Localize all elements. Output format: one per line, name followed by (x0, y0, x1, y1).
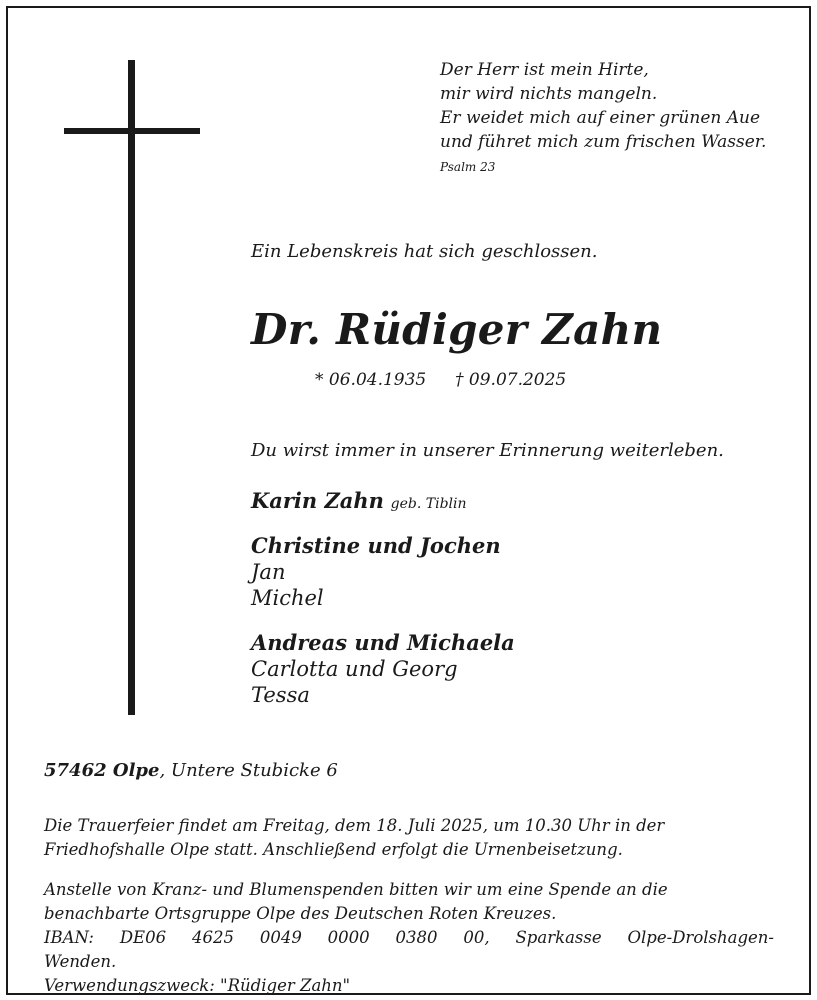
deceased-name: Dr. Rüdiger Zahn (251, 305, 663, 354)
memory-line: Du wirst immer in unserer Erinnerung weiterleben. (251, 440, 724, 461)
donation-iban: IBAN: DE06 4625 0049 0000 0380 00, Sparkasse Olpe-Drolshagen-Wenden. (44, 928, 774, 971)
donation-block (44, 878, 774, 998)
donation-purpose: Verwendungszweck: "Rüdiger Zahn" (44, 976, 351, 995)
address-street: , Untere Stubicke 6 (159, 760, 338, 781)
psalm-reference: Psalm 23 (440, 160, 496, 174)
donation-text: Anstelle von Kranz- und Blumenspenden bitten wir um eine Spende an die benachbarte Ortsgruppe Olpe des Deutschen Roten Kreuzes. (44, 880, 668, 923)
address (44, 760, 338, 781)
intro-text: Ein Lebenskreis hat sich geschlossen. (251, 241, 598, 262)
family-child: Jan (251, 560, 286, 584)
psalm-line: und führet mich zum frischen Wasser. (440, 132, 767, 152)
cross-icon-bar (64, 128, 200, 134)
family-parents: Christine und Jochen (251, 533, 501, 558)
address-city: 57462 Olpe (44, 760, 160, 781)
mourner-family-2 (251, 630, 515, 708)
family-child: Carlotta und Georg (251, 657, 458, 681)
family-child: Michel (251, 586, 324, 610)
spouse-name: Karin Zahn (251, 488, 384, 513)
family-parents: Andreas und Michaela (251, 630, 515, 655)
mourner-family-1 (251, 533, 501, 611)
psalm-line: Der Herr ist mein Hirte, (440, 60, 649, 80)
death-date: † 09.07.2025 (455, 370, 567, 390)
psalm-line: mir wird nichts mangeln. (440, 84, 658, 104)
family-child: Tessa (251, 683, 310, 707)
cross-icon (128, 60, 135, 715)
psalm-quote (440, 58, 766, 176)
ceremony-text: Die Trauerfeier findet am Freitag, dem 18. Juli 2025, um 10.30 Uhr in der Friedhofshalle Olpe statt. Anschließend erfolgt die Urnenbeisetzung. (44, 816, 665, 859)
mourner-spouse (251, 488, 467, 517)
spouse-note: geb. Tiblin (390, 496, 467, 512)
birth-date: * 06.04.1935 (315, 370, 427, 390)
psalm-line: Er weidet mich auf einer grünen Aue (440, 108, 761, 128)
